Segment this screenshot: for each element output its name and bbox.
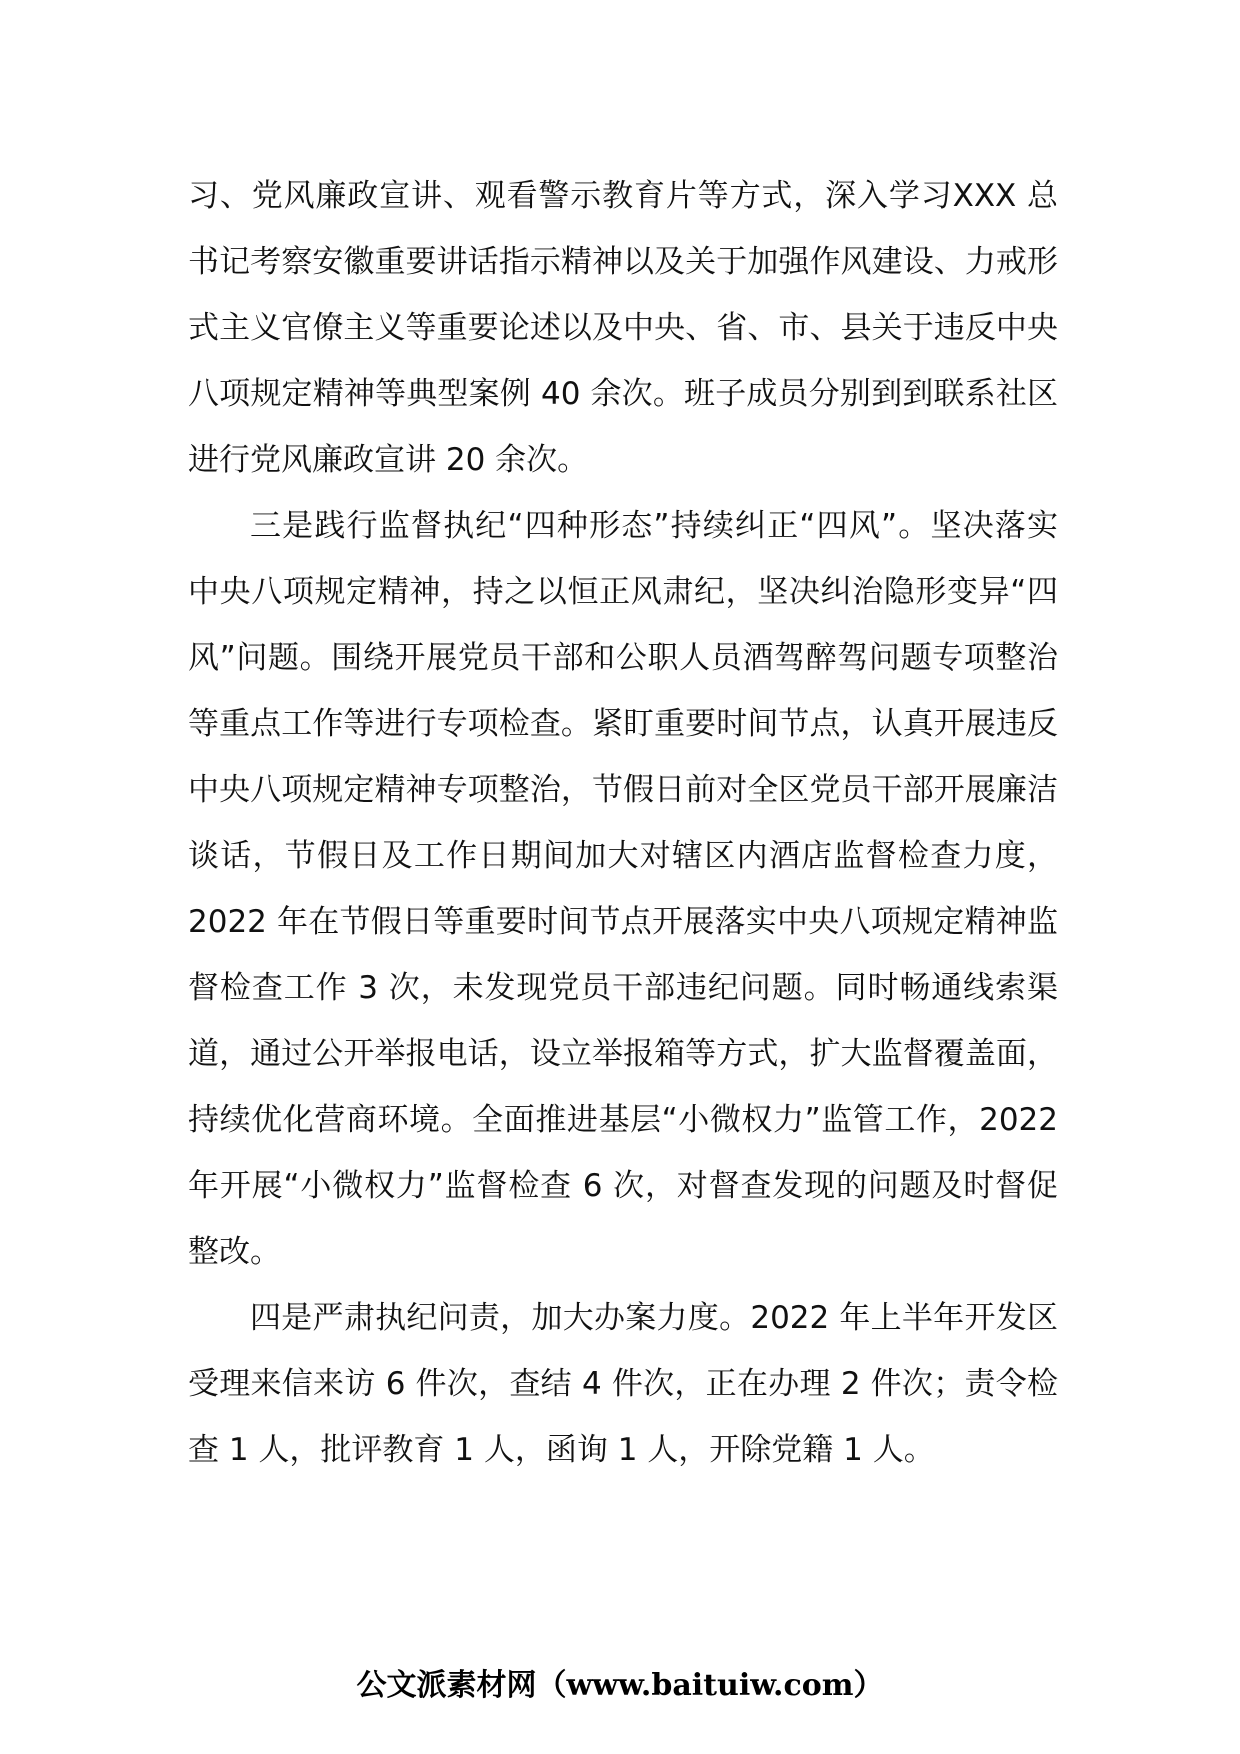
paragraph-point-four: 四是严肃执纪问责，加大办案力度。2022 年上半年开发区受理来信来访 6 件次，查结 4 件次，正在办理 2 件次；责令检查 1 人，批评教育 1 人，函询 1 人，开除党籍 1 人。: [188, 1300, 1058, 1468]
paragraph-continuation: 习、党风廉政宣讲、观看警示教育片等方式，深入学习XXX 总书记考察安徽重要讲话指示精神以及关于加强作风建设、力戒形式主义官僚主义等重要论述以及中央、省、市、县关于违反中央八项规定精神等典型案例 40 余次。班子成员分别到到联系社区进行党风廉政宣讲 20 余次。: [188, 178, 1058, 478]
document-body: [188, 163, 1058, 1483]
footer-watermark: 公文派素材网（www.baituiw.com）: [356, 1668, 884, 1703]
paragraph-point-three: 三是践行监督执纪“四种形态”持续纠正“四风”。坚决落实中央八项规定精神，持之以恒正风肃纪，坚决纠治隐形变异“四风”问题。围绕开展党员干部和公职人员酒驾醉驾问题专项整治等重点工作等进行专项检查。紧盯重要时间节点，认真开展违反中央八项规定精神专项整治，节假日前对全区党员干部开展廉洁谈话，节假日及工作日期间加大对辖区内酒店监督检查力度，2022 年在节假日等重要时间节点开展落实中央八项规定精神监督检查工作 3 次，未发现党员干部违纪问题。同时畅通线索渠道，通过公开举报电话，设立举报箱等方式，扩大监督覆盖面，持续优化营商环境。全面推进基层“小微权力”监管工作，2022 年开展“小微权力”监督检查 6 次，对督查发现的问题及时督促整改。: [188, 508, 1058, 1270]
